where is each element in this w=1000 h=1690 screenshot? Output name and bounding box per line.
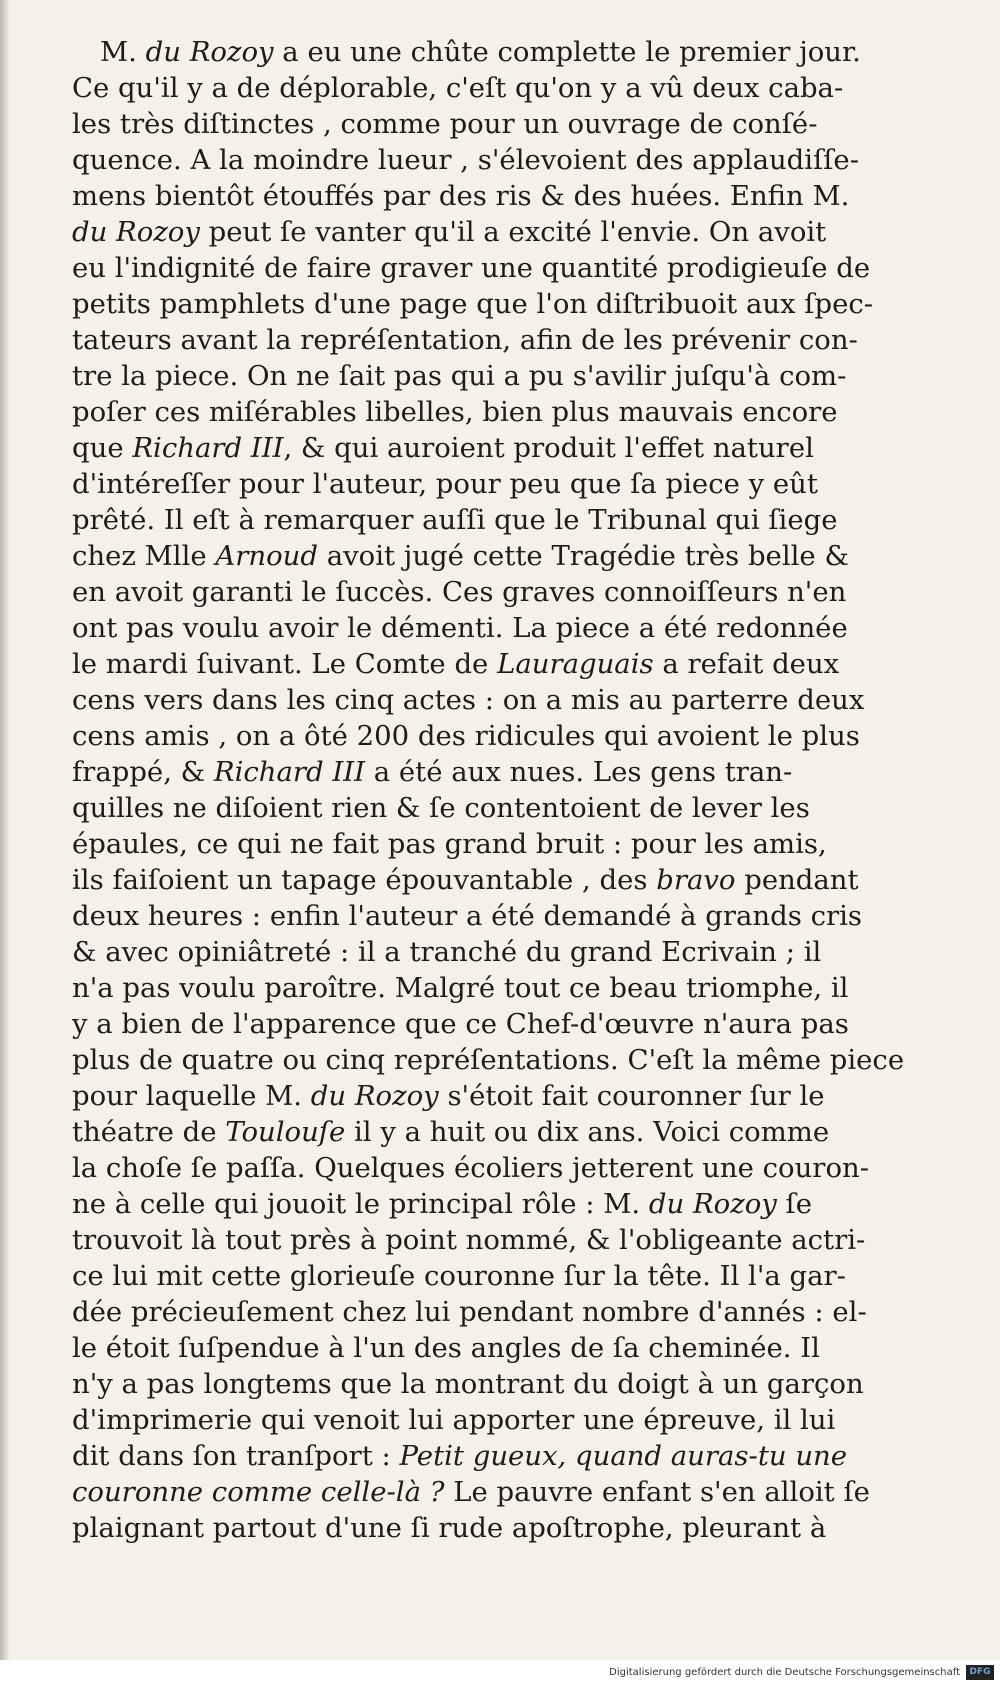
text-line: [72, 394, 952, 430]
text-segment: ſe: [776, 1188, 813, 1220]
italic-text: du Rozoy: [310, 1080, 439, 1112]
text-segment: quilles ne diſoient rien & ſe contentoient de lever les: [72, 792, 810, 824]
text-line: [72, 250, 952, 286]
text-line: [72, 1042, 952, 1078]
text-segment: ne à celle qui jouoit le principal rôle : M.: [72, 1188, 649, 1220]
text-segment: Ce qu'il y a de déplorable, c'eſt qu'on y a vû deux caba-: [72, 72, 844, 104]
text-line: [72, 1330, 952, 1366]
text-line: [72, 34, 952, 70]
text-line: [72, 862, 952, 898]
text-segment: dit dans ſon tranſport :: [72, 1440, 400, 1472]
text-segment: la choſe ſe paſſa. Quelques écoliers jetterent une couron-: [72, 1152, 870, 1184]
text-line: [72, 970, 952, 1006]
text-segment: quence. A la moindre lueur , s'élevoient des applaudiſſe-: [72, 144, 859, 176]
text-line: [72, 574, 952, 610]
text-line: [72, 898, 952, 934]
text-line: [72, 358, 952, 394]
text-segment: dée précieuſement chez lui pendant nombre d'annés : el-: [72, 1296, 867, 1328]
text-segment: ils faiſoient un tapage épouvantable , des: [72, 864, 657, 896]
footer-bar: [0, 1660, 1000, 1690]
text-line: [72, 1222, 952, 1258]
text-segment: le mardi ſuivant. Le Comte de: [72, 648, 498, 680]
text-segment: a refait deux: [653, 648, 840, 680]
text-segment: deux heures : enfin l'auteur a été demandé à grands cris: [72, 900, 863, 932]
dfg-logo-text: DFG: [969, 1667, 991, 1677]
italic-text: couronne comme celle-là ?: [72, 1476, 445, 1508]
text-segment: d'imprimerie qui venoit lui apporter une épreuve, il lui: [72, 1404, 836, 1436]
text-line: [72, 322, 952, 358]
italic-text: Arnoud: [215, 540, 318, 572]
text-segment: chez Mlle: [72, 540, 216, 572]
text-segment: & avec opiniâtreté : il a tranché du grand Ecrivain ; il: [72, 936, 822, 968]
text-segment: ont pas voulu avoir le démenti. La piece a été redonnée: [72, 612, 848, 644]
text-segment: d'intéreſſer pour l'auteur, pour peu que ſa piece y eût: [72, 468, 818, 500]
body-text: [72, 34, 952, 1546]
text-line: [72, 1078, 952, 1114]
text-segment: en avoit garanti le ſuccès. Ces graves connoiſſeurs n'en: [72, 576, 847, 608]
text-line: [72, 826, 952, 862]
text-segment: cens amis , on a ôté 200 des ridicules qui avoient le plus: [72, 720, 860, 752]
text-segment: pendant: [735, 864, 859, 896]
digitization-credit: Digitalisierung gefördert durch die Deutsche Forschungsgemeinschaft: [609, 1667, 960, 1678]
text-line: [72, 934, 952, 970]
page-edge-shadow: [0, 0, 10, 1660]
text-line: [72, 1294, 952, 1330]
text-segment: il y a huit ou dix ans. Voici comme: [345, 1116, 830, 1148]
text-line: [72, 1510, 952, 1546]
text-line: [72, 1402, 952, 1438]
text-segment: ce lui mit cette glorieuſe couronne ſur la tête. Il l'a gar-: [72, 1260, 846, 1292]
text-segment: tre la piece. On ne ſait pas qui a pu s'avilir juſqu'à com-: [72, 360, 847, 392]
text-segment: eu l'indignité de faire graver une quantité prodigieuſe de: [72, 252, 871, 284]
text-line: [72, 1366, 952, 1402]
text-line: [72, 646, 952, 682]
text-line: [72, 754, 952, 790]
text-line: [72, 178, 952, 214]
text-line: [72, 1438, 952, 1474]
text-line: [72, 1258, 952, 1294]
text-segment: mens bientôt étouffés par des ris & des huées. Enfin M.: [72, 180, 850, 212]
text-segment: épaules, ce qui ne fait pas grand bruit : pour les amis,: [72, 828, 827, 860]
text-segment: y a bien de l'apparence que ce Chef-d'œuvre n'aura pas: [72, 1008, 849, 1040]
text-segment: frappé, &: [72, 756, 214, 788]
text-segment: que: [72, 432, 133, 464]
text-segment: avoit jugé cette Tragédie très belle &: [317, 540, 849, 572]
text-segment: pour laquelle M.: [72, 1080, 311, 1112]
text-line: [72, 142, 952, 178]
text-segment: cens vers dans les cinq actes : on a mis au parterre deux: [72, 684, 865, 716]
italic-text: du Rozoy: [648, 1188, 777, 1220]
text-segment: petits pamphlets d'une page que l'on diſtribuoit aux ſpec-: [72, 288, 874, 320]
text-segment: , & qui auroient produit l'effet naturel: [283, 432, 814, 464]
italic-text: bravo: [656, 864, 736, 896]
italic-text: Petit gueux, quand auras-tu une: [399, 1440, 848, 1472]
text-segment: plus de quatre ou cinq repréſentations. C'eſt la même piece: [72, 1044, 905, 1076]
text-segment: poſer ces miſérables libelles, bien plus mauvais encore: [72, 396, 838, 428]
text-line: [72, 214, 952, 250]
text-segment: plaignant partout d'une ſi rude apoſtrophe, pleurant à: [72, 1512, 827, 1544]
text-segment: prêté. Il eſt à remarquer auſſi que le Tribunal qui ſiege: [72, 504, 838, 536]
text-line: [72, 1006, 952, 1042]
text-line: [72, 1186, 952, 1222]
text-segment: a été aux nues. Les gens tran-: [365, 756, 793, 788]
text-line: [72, 70, 952, 106]
text-line: [72, 286, 952, 322]
text-line: [72, 1114, 952, 1150]
text-line: [72, 682, 952, 718]
dfg-logo: [966, 1665, 994, 1680]
text-segment: les très diſtinctes , comme pour un ouvrage de conſé-: [72, 108, 818, 140]
text-line: [72, 790, 952, 826]
text-line: [72, 1474, 952, 1510]
text-line: [72, 106, 952, 142]
text-segment: Le pauvre enfant s'en alloit ſe: [444, 1476, 870, 1508]
text-line: [72, 1150, 952, 1186]
text-line: [72, 610, 952, 646]
text-segment: tateurs avant la repréſentation, afin de les prévenir con-: [72, 324, 858, 356]
text-segment: s'étoit fait couronner ſur le: [438, 1080, 825, 1112]
italic-text: Richard III: [132, 432, 284, 464]
italic-text: du Rozoy: [145, 36, 274, 68]
italic-text: Toulouſe: [225, 1116, 346, 1148]
text-line: [72, 430, 952, 466]
text-line: [72, 502, 952, 538]
text-segment: M.: [100, 36, 146, 68]
text-segment: a eu une chûte complette le premier jour.: [273, 36, 861, 68]
italic-text: Richard III: [213, 756, 365, 788]
text-line: [72, 538, 952, 574]
text-segment: le étoit ſuſpendue à l'un des angles de ſa cheminée. Il: [72, 1332, 820, 1364]
text-line: [72, 466, 952, 502]
text-segment: trouvoit là tout près à point nommé, & l'obligeante actri-: [72, 1224, 866, 1256]
text-segment: théatre de: [72, 1116, 226, 1148]
italic-text: Lauraguais: [497, 648, 654, 680]
text-segment: n'y a pas longtems que la montrant du doigt à un garçon: [72, 1368, 864, 1400]
text-line: [72, 718, 952, 754]
italic-text: du Rozoy: [72, 216, 200, 248]
text-segment: n'a pas voulu paroître. Malgré tout ce beau triomphe, il: [72, 972, 849, 1004]
text-segment: peut ſe vanter qu'il a excité l'envie. On avoit: [199, 216, 827, 248]
